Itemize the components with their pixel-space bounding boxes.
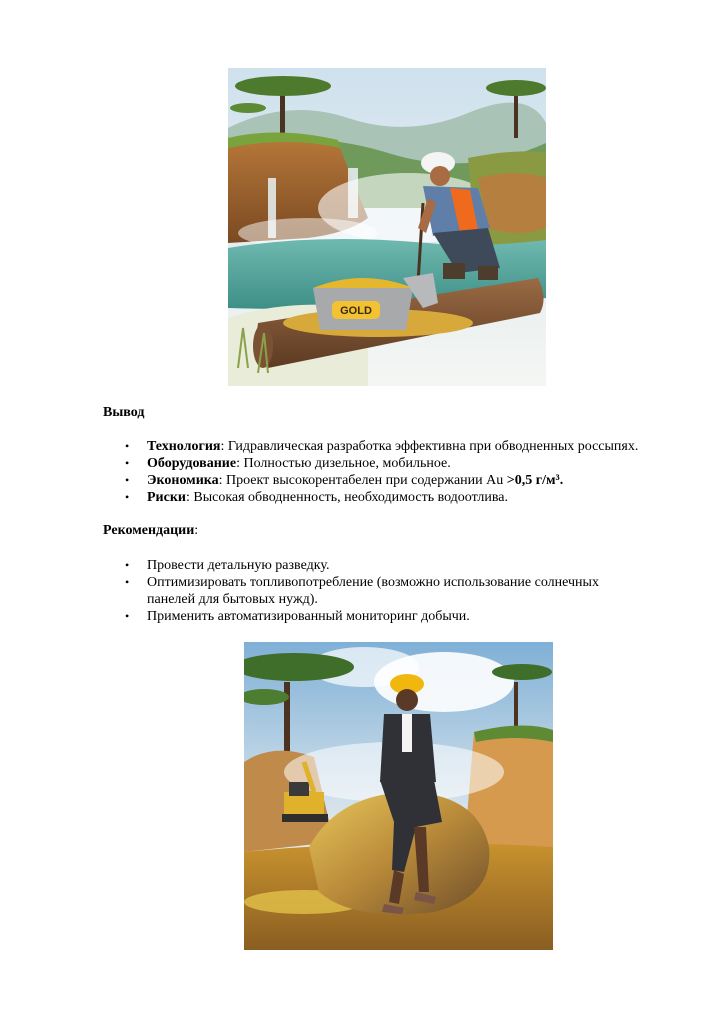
item-text: : Проект высокорентабелен при содержании Au xyxy=(218,473,507,488)
bullet-icon: • xyxy=(125,575,130,589)
item-tail: . xyxy=(559,473,564,488)
item-label: Оборудование xyxy=(147,456,237,471)
list-item xyxy=(103,455,707,472)
bullet-icon: • xyxy=(125,558,130,572)
item-text: : Полностью дизельное, мобильное. xyxy=(236,456,451,471)
summary-list xyxy=(103,438,707,506)
woman-on-gold-rock-illustration xyxy=(244,642,553,950)
bullet-icon: • xyxy=(125,473,130,487)
item-text: Оптимизировать топливопотребление (возможно использование солнечных панелей для бытовых нужд). xyxy=(147,575,599,607)
item-text: : Высокая обводненность, необходимость водоотлива. xyxy=(185,490,509,505)
item-text: : Гидравлическая разработка эффективна при обводненных россыпях. xyxy=(220,439,639,454)
recommendations-list xyxy=(103,557,707,625)
item-label: Экономика xyxy=(147,473,219,488)
item-label: Технология xyxy=(147,439,221,454)
list-item xyxy=(103,608,707,625)
gold-miner-illustration xyxy=(228,68,546,386)
item-text: Применить автоматизированный мониторинг добычи. xyxy=(147,609,470,624)
bullet-icon: • xyxy=(125,490,130,504)
bullet-icon: • xyxy=(125,456,130,470)
recommendations-title: Рекомендации xyxy=(103,523,195,538)
recommendations-heading xyxy=(103,523,198,539)
item-label: Риски xyxy=(147,490,186,505)
list-item xyxy=(103,472,707,489)
list-item xyxy=(103,574,627,608)
list-item xyxy=(103,557,707,574)
item-text: Провести детальную разведку. xyxy=(147,558,330,573)
list-item xyxy=(103,438,707,455)
gold-box-label: GOLD xyxy=(340,305,372,317)
heading-colon: : xyxy=(194,523,199,538)
summary-heading: Вывод xyxy=(103,405,145,420)
bullet-icon: • xyxy=(125,439,130,453)
item-emphasis: >0,5 г/м³ xyxy=(506,473,560,488)
bullet-icon: • xyxy=(125,609,130,623)
list-item xyxy=(103,489,707,506)
